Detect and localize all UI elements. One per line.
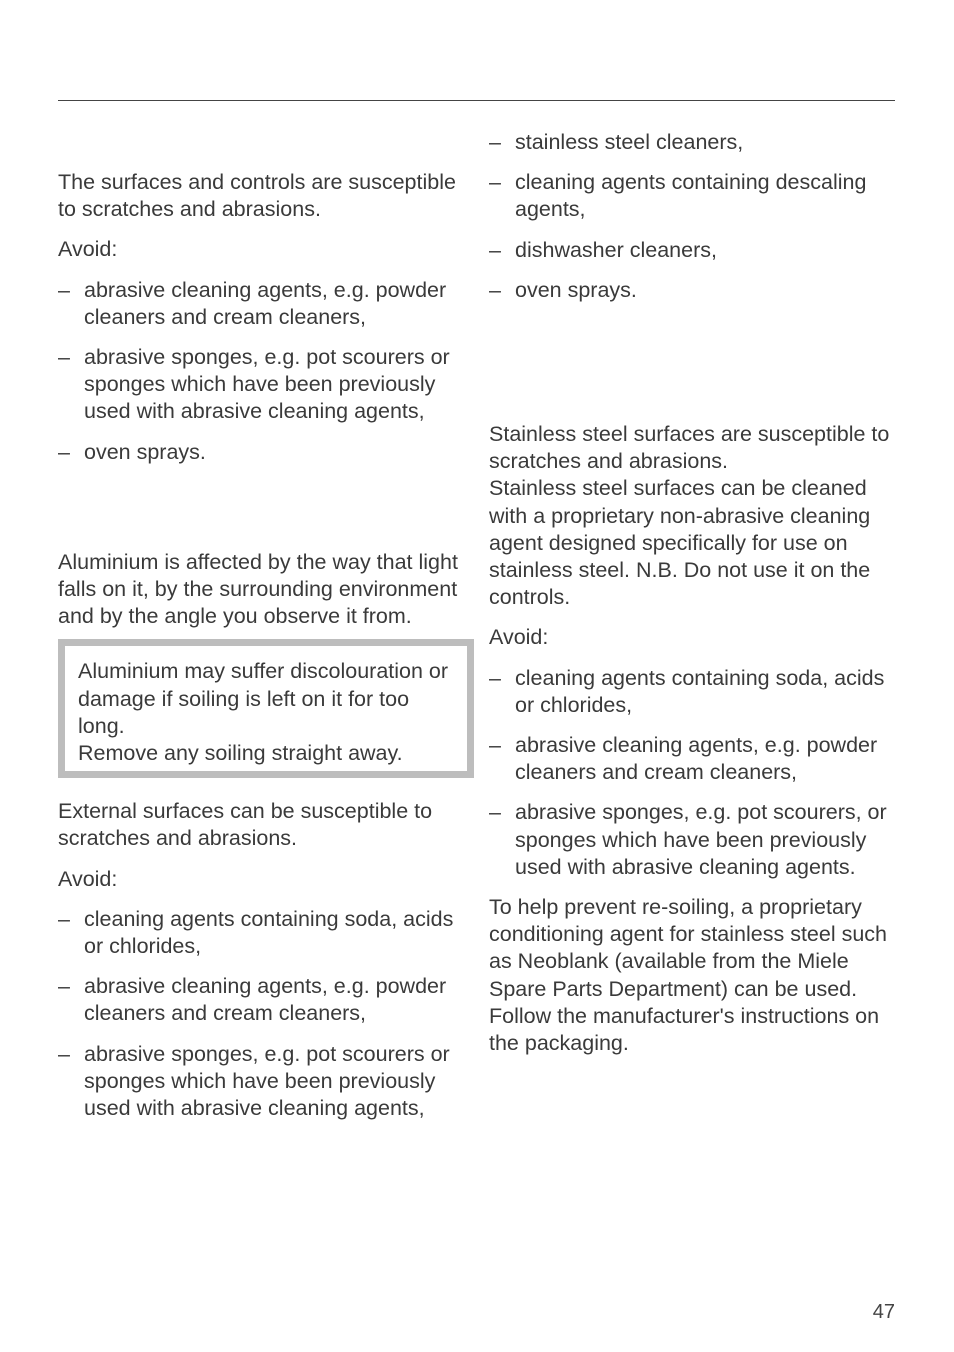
section-spacer — [58, 479, 466, 549]
warning-note-box — [58, 639, 474, 778]
avoid-list — [58, 277, 466, 466]
avoid-list-continued — [489, 129, 897, 304]
conditioning-agent-text: To help prevent re-soiling, a proprietary conditioning agent for stainless steel such as Neoblank (available from the Miele Spare Parts Department) can be used. Follow the manufacturer's instructions on the packaging. — [489, 895, 887, 1056]
list-item: – oven sprays. — [58, 439, 466, 466]
avoid-label: Avoid: — [58, 237, 118, 262]
avoid-label: Avoid: — [489, 625, 549, 650]
avoid-list — [489, 665, 897, 881]
left-column — [58, 169, 466, 1135]
stainless-intro-text: Stainless steel surfaces are susceptible to scratches and abrasions. — [489, 422, 890, 474]
list-item: – cleaning agents containing soda, acids or chlorides, — [58, 906, 466, 960]
list-item: – abrasive sponges, e.g. pot scourers or sponges which have been previously used with abrasive cleaning agents, — [58, 1041, 466, 1123]
avoid-label: Avoid: — [58, 866, 118, 891]
list-item: – abrasive sponges, e.g. pot scourers, or sponges which have been previously used with abrasive cleaning agents. — [489, 799, 897, 881]
header-rule — [58, 100, 895, 101]
note-text: Aluminium may suffer discolouration or damage if soiling is left on it for too long. — [78, 659, 449, 738]
controls-intro-text: The surfaces and controls are susceptible to scratches and abrasions. — [58, 170, 456, 222]
list-item: – oven sprays. — [489, 277, 897, 304]
right-column — [489, 129, 897, 1057]
stainless-cleaning-text: Stainless steel surfaces can be cleaned with a proprietary non-abrasive cleaning agent designed specifically for use on stainless steel. N.B. Do not use it on the controls. — [489, 476, 871, 610]
list-item: – stainless steel cleaners, — [489, 129, 897, 156]
avoid-list — [58, 906, 466, 1122]
list-item: – abrasive cleaning agents, e.g. powder cleaners and cream cleaners, — [58, 973, 466, 1027]
aluminium-intro-text: Aluminium is affected by the way that light falls on it, by the surrounding environment and by the angle you observe it from. — [58, 549, 458, 629]
list-item: – abrasive cleaning agents, e.g. powder cleaners and cream cleaners, — [489, 732, 897, 786]
list-item: – abrasive sponges, e.g. pot scourers or sponges which have been previously used with abrasive cleaning agents, — [58, 344, 466, 426]
list-item: – abrasive cleaning agents, e.g. powder cleaners and cream cleaners, — [58, 277, 466, 331]
note-text: Remove any soiling straight away. — [78, 741, 403, 766]
page-number: 47 — [872, 1301, 895, 1323]
list-item: – cleaning agents containing soda, acids or chlorides, — [489, 665, 897, 719]
list-item: – cleaning agents containing descaling agents, — [489, 169, 897, 223]
external-surfaces-text: External surfaces can be susceptible to scratches and abrasions. — [58, 799, 433, 851]
list-item: – dishwasher cleaners, — [489, 237, 897, 264]
section-spacer — [489, 317, 897, 421]
